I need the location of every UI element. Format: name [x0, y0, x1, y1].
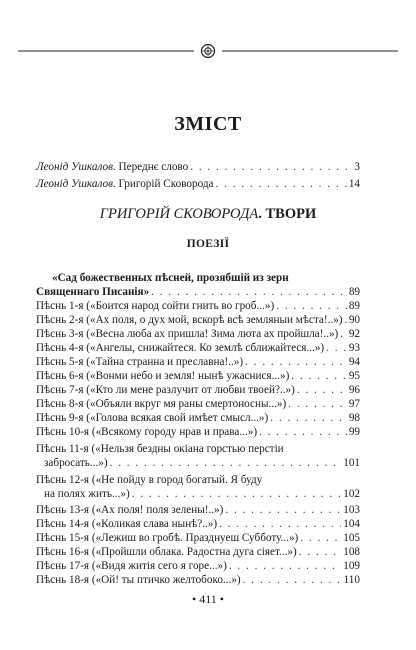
leader-dots [229, 559, 341, 573]
leader-dots [300, 531, 341, 545]
entry-page: 110 [343, 574, 360, 586]
song11-line1[interactable]: Пѣснь 11-я («Нельзя бездны окіана горстью перстіи [36, 443, 284, 455]
entry-author: Леонід Ушкалов. [36, 178, 116, 190]
entry-page: 105 [343, 532, 360, 544]
entry-page: 89 [348, 300, 360, 312]
leader-dots [326, 341, 347, 355]
leader-dots [288, 397, 347, 411]
leader-dots [190, 160, 352, 174]
entry-title: Переднє слово [118, 161, 189, 173]
leader-dots [340, 327, 347, 341]
leader-dots [259, 425, 347, 439]
section-title [0, 206, 416, 223]
toc-entry-song[interactable] [36, 573, 360, 587]
entry-title: Пѣснь 5-я («Тайна странна и преславна!..») [36, 356, 244, 368]
toc-entry-foreword[interactable] [36, 160, 360, 174]
toc-entry-song[interactable] [36, 341, 360, 355]
header-ornament [18, 44, 398, 58]
toc-entry-skovoroda-essay[interactable] [36, 177, 360, 191]
entry-title: Пѣснь 16-я («Пройшли облака. Радостна дуга сіяет...») [36, 546, 297, 558]
entry-title: Пѣснь 2-я («Ах поля, о дух мой, вскорѣ всѣ земляныи мѣста!..») [36, 314, 343, 326]
entry-page: 104 [343, 518, 360, 530]
toc-entry-song[interactable] [36, 327, 360, 341]
entry-page: 101 [343, 457, 360, 469]
song12-line1[interactable]: Пѣснь 12-я («Не пойду в город богатый. Я буду [36, 474, 263, 486]
entry-title-cont: на полях жить...») [44, 488, 130, 500]
entry-page: 102 [343, 488, 360, 500]
section-title-author: ГРИГОРІЙ СКОВОРОДА [99, 206, 259, 222]
entry-title: Пѣснь 15-я («Лежиш во гробѣ. Празднуеш Субботу...») [36, 532, 299, 544]
toc-entry-song[interactable] [36, 517, 360, 531]
entry-title: Пѣснь 6-я («Вонми небо и земля! нынѣ ужаснися...») [36, 370, 290, 382]
page-title: ЗМІСТ [174, 113, 242, 135]
entry-page: 96 [348, 384, 360, 396]
toc-entry-song[interactable] [36, 299, 360, 313]
leader-dots [132, 487, 341, 501]
entry-title: Пѣснь 8-я («Объяли вкруг мя раны смертоносны...») [36, 398, 287, 410]
toc-entry-song[interactable] [36, 425, 360, 439]
entry-page: 89 [348, 286, 360, 298]
entry-page: 90 [348, 314, 360, 326]
entry-title: Пѣснь 9-я («Голова всякая свой имѣет смысл...») [36, 412, 269, 424]
toc-entry-song[interactable] [36, 397, 360, 411]
toc-entry-song[interactable] [36, 313, 360, 327]
subsection-title: ПОЕЗІЇ [186, 238, 230, 250]
toc-entry-collection[interactable] [36, 285, 360, 299]
leader-dots [270, 411, 347, 425]
entry-title: Пѣснь 17-я («Видя житія сего я горе...») [36, 560, 227, 572]
entry-title: Пѣснь 7-я («Кто ли мене разлучит от любви твоей?..») [36, 384, 295, 396]
collection-title-line1[interactable]: «Сад божественных пѣсней, прозябшій из зерн [52, 272, 289, 284]
leader-dots [225, 503, 341, 517]
leader-dots [216, 177, 347, 191]
leader-dots [110, 456, 342, 470]
entry-page: 108 [343, 546, 360, 558]
entry-title-cont: заброcать...») [44, 457, 108, 469]
toc-entry-song[interactable] [36, 383, 360, 397]
toc-entry-song[interactable] [36, 559, 360, 573]
entry-page: 3 [354, 161, 360, 173]
toc-entry-song[interactable] [36, 487, 360, 501]
entry-title: Пѣснь 14-я («Коликая слава нынѣ?..») [36, 518, 218, 530]
entry-title: Пѣснь 18-я («Ой! ты птичко желтобоко...») [36, 574, 241, 586]
leader-dots [345, 313, 347, 327]
page-number: • 411 • [192, 592, 224, 606]
toc-entry-song[interactable] [36, 411, 360, 425]
entry-page: 92 [348, 328, 360, 340]
entry-title: Пѣснь 3-я («Весна люба ах пришла! Зима люта ах пройшла!..») [36, 328, 339, 340]
entry-title: Пѣснь 10-я («Всякому городу нрав и права...») [36, 426, 258, 438]
entry-page: 98 [348, 412, 360, 424]
entry-title: Григорій Сковорода [118, 178, 214, 190]
entry-page: 14 [348, 178, 360, 190]
leader-dots [151, 285, 347, 299]
leader-dots [297, 383, 347, 397]
entry-author: Леонід Ушкалов. [36, 161, 116, 173]
toc-entry-song[interactable] [36, 355, 360, 369]
leader-dots [245, 355, 347, 369]
entry-title: Пѣснь 4-я («Ангелы, снижайтеся. Ко землѣ сближайтеся...») [36, 342, 325, 354]
toc-entry-song[interactable] [36, 369, 360, 383]
leader-dots [219, 517, 341, 531]
entry-page: 99 [348, 426, 360, 438]
entry-page: 97 [348, 398, 360, 410]
entry-page: 94 [348, 356, 360, 368]
section-title-works: . ТВОРИ [258, 206, 317, 222]
leader-dots [299, 545, 341, 559]
toc-entry-song[interactable] [36, 531, 360, 545]
leader-dots [291, 369, 347, 383]
entry-page: 103 [343, 504, 360, 516]
entry-page: 109 [343, 560, 360, 572]
entry-page: 93 [348, 342, 360, 354]
entry-page: 95 [348, 370, 360, 382]
leader-dots [243, 573, 342, 587]
toc-entry-song[interactable] [36, 545, 360, 559]
entry-title: Пѣснь 13-я («Ах поля! поля зелены!..») [36, 504, 224, 516]
leader-dots [276, 299, 347, 313]
entry-title: Пѣснь 1-я («Боится народ сойти гнить во гроб...») [36, 300, 275, 312]
toc-entry-song[interactable] [36, 503, 360, 517]
toc-entry-song[interactable] [36, 456, 360, 470]
collection-title-line2: Священнаго Писанія» [36, 286, 150, 298]
